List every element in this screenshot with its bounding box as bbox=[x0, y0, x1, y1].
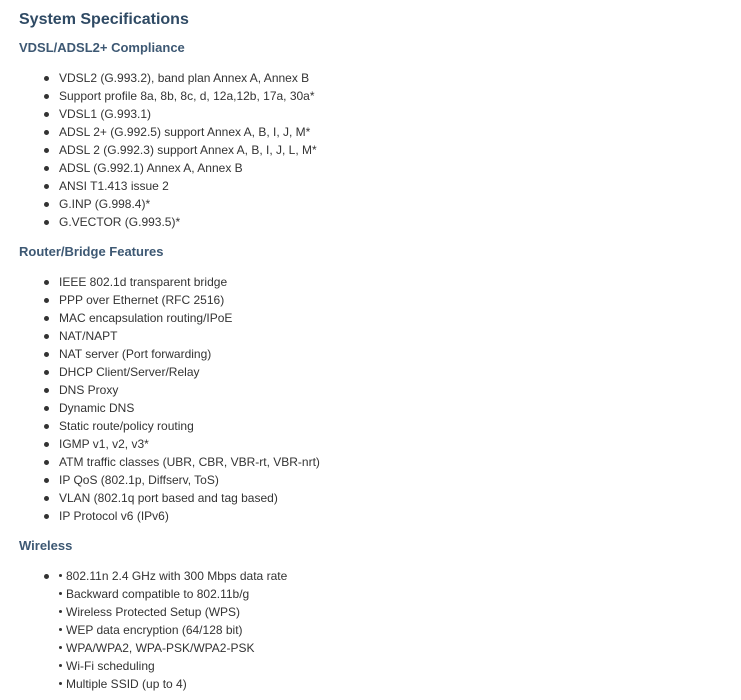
list-item bbox=[19, 585, 287, 603]
list-item-text: DHCP Client/Server/Relay bbox=[59, 365, 200, 379]
bullet-icon bbox=[44, 352, 49, 357]
sub-bullet-icon bbox=[59, 610, 62, 613]
list-item-text: NAT server (Port forwarding) bbox=[59, 347, 212, 361]
list-item-text: ADSL 2 (G.992.3) support Annex A, B, I, J, L, M* bbox=[59, 143, 317, 157]
list-item-text: WPA/WPA2, WPA-PSK/WPA2-PSK bbox=[66, 641, 255, 655]
list-item bbox=[19, 399, 320, 417]
list-item-text: MAC encapsulation routing/IPoE bbox=[59, 311, 233, 325]
list-item-text: VDSL2 (G.993.2), band plan Annex A, Annex B bbox=[59, 71, 310, 85]
list-item bbox=[19, 471, 320, 489]
list-item-text: Backward compatible to 802.11b/g bbox=[66, 587, 250, 601]
list-item-text: Multiple SSID (up to 4) bbox=[66, 677, 187, 691]
list-item bbox=[19, 621, 287, 639]
list-item bbox=[19, 453, 320, 471]
list-item bbox=[19, 639, 287, 657]
bullet-icon bbox=[44, 94, 49, 99]
bullet-icon bbox=[44, 148, 49, 153]
list-item-text: ATM traffic classes (UBR, CBR, VBR-rt, VBR-nrt) bbox=[59, 455, 320, 469]
list-item-text: WEP data encryption (64/128 bit) bbox=[66, 623, 243, 637]
bullet-icon bbox=[44, 280, 49, 285]
list-item bbox=[19, 567, 287, 585]
bullet-icon bbox=[44, 298, 49, 303]
sub-bullet-icon bbox=[59, 646, 62, 649]
list-item bbox=[19, 381, 320, 399]
list-item bbox=[19, 435, 320, 453]
list-item-text: Dynamic DNS bbox=[59, 401, 135, 415]
list-item bbox=[19, 507, 320, 525]
list-item bbox=[19, 213, 317, 231]
bullet-icon bbox=[44, 130, 49, 135]
compliance-list bbox=[19, 69, 317, 231]
router-features-list bbox=[19, 273, 320, 525]
list-item-text: NAT/NAPT bbox=[59, 329, 118, 343]
bullet-icon bbox=[44, 112, 49, 117]
bullet-icon bbox=[44, 370, 49, 375]
list-item bbox=[19, 675, 287, 693]
list-item-text: VLAN (802.1q port based and tag based) bbox=[59, 491, 278, 505]
bullet-icon bbox=[44, 424, 49, 429]
list-item-text: IP Protocol v6 (IPv6) bbox=[59, 509, 169, 523]
bullet-icon bbox=[44, 442, 49, 447]
list-item-text: Support profile 8a, 8b, 8c, d, 12a,12b, 17a, 30a* bbox=[59, 89, 315, 103]
list-item-text: G.VECTOR (G.993.5)* bbox=[59, 215, 181, 229]
list-item-text: Wi-Fi scheduling bbox=[66, 659, 155, 673]
list-item bbox=[19, 123, 317, 141]
list-item bbox=[19, 309, 320, 327]
section-heading-router: Router/Bridge Features bbox=[19, 244, 164, 259]
list-item bbox=[19, 327, 320, 345]
list-item-text: VDSL1 (G.993.1) bbox=[59, 107, 152, 121]
list-item-text: Static route/policy routing bbox=[59, 419, 194, 433]
list-item bbox=[19, 177, 317, 195]
bullet-icon bbox=[44, 514, 49, 519]
list-item bbox=[19, 105, 317, 123]
list-item bbox=[19, 489, 320, 507]
list-item-text: DNS Proxy bbox=[59, 383, 119, 397]
list-item bbox=[19, 417, 320, 435]
bullet-icon bbox=[44, 478, 49, 483]
bullet-icon bbox=[44, 220, 49, 225]
list-item bbox=[19, 69, 317, 87]
bullet-icon bbox=[44, 76, 49, 81]
bullet-icon bbox=[44, 202, 49, 207]
list-item bbox=[19, 363, 320, 381]
list-item bbox=[19, 141, 317, 159]
list-item-text: ADSL (G.992.1) Annex A, Annex B bbox=[59, 161, 243, 175]
page-title: System Specifications bbox=[19, 11, 189, 28]
list-item-text: G.INP (G.998.4)* bbox=[59, 197, 151, 211]
list-item-text: IP QoS (802.1p, Diffserv, ToS) bbox=[59, 473, 219, 487]
bullet-icon bbox=[44, 574, 49, 579]
bullet-icon bbox=[44, 496, 49, 501]
sub-bullet-icon bbox=[59, 628, 62, 631]
section-heading-wireless: Wireless bbox=[19, 538, 73, 553]
bullet-icon bbox=[44, 406, 49, 411]
list-item-text: PPP over Ethernet (RFC 2516) bbox=[59, 293, 225, 307]
list-item bbox=[19, 657, 287, 675]
list-item bbox=[19, 87, 317, 105]
list-item bbox=[19, 195, 317, 213]
wireless-list bbox=[19, 567, 287, 693]
sub-bullet-icon bbox=[59, 664, 62, 667]
list-item-text: IEEE 802.1d transparent bridge bbox=[59, 275, 228, 289]
bullet-icon bbox=[44, 388, 49, 393]
section-heading-compliance: VDSL/ADSL2+ Compliance bbox=[19, 40, 185, 55]
list-item bbox=[19, 291, 320, 309]
list-item bbox=[19, 603, 287, 621]
bullet-icon bbox=[44, 460, 49, 465]
bullet-icon bbox=[44, 166, 49, 171]
list-item bbox=[19, 345, 320, 363]
list-item-text: IGMP v1, v2, v3* bbox=[59, 437, 149, 451]
bullet-icon bbox=[44, 184, 49, 189]
bullet-icon bbox=[44, 316, 49, 321]
sub-bullet-icon bbox=[59, 682, 62, 685]
list-item-text: ADSL 2+ (G.992.5) support Annex A, B, I, J, M* bbox=[59, 125, 311, 139]
list-item-text: ANSI T1.413 issue 2 bbox=[59, 179, 169, 193]
sub-bullet-icon bbox=[59, 592, 62, 595]
bullet-icon bbox=[44, 334, 49, 339]
sub-bullet-icon bbox=[59, 574, 62, 577]
list-item bbox=[19, 159, 317, 177]
list-item-text: 802.11n 2.4 GHz with 300 Mbps data rate bbox=[66, 569, 288, 583]
list-item bbox=[19, 273, 320, 291]
list-item-text: Wireless Protected Setup (WPS) bbox=[66, 605, 241, 619]
